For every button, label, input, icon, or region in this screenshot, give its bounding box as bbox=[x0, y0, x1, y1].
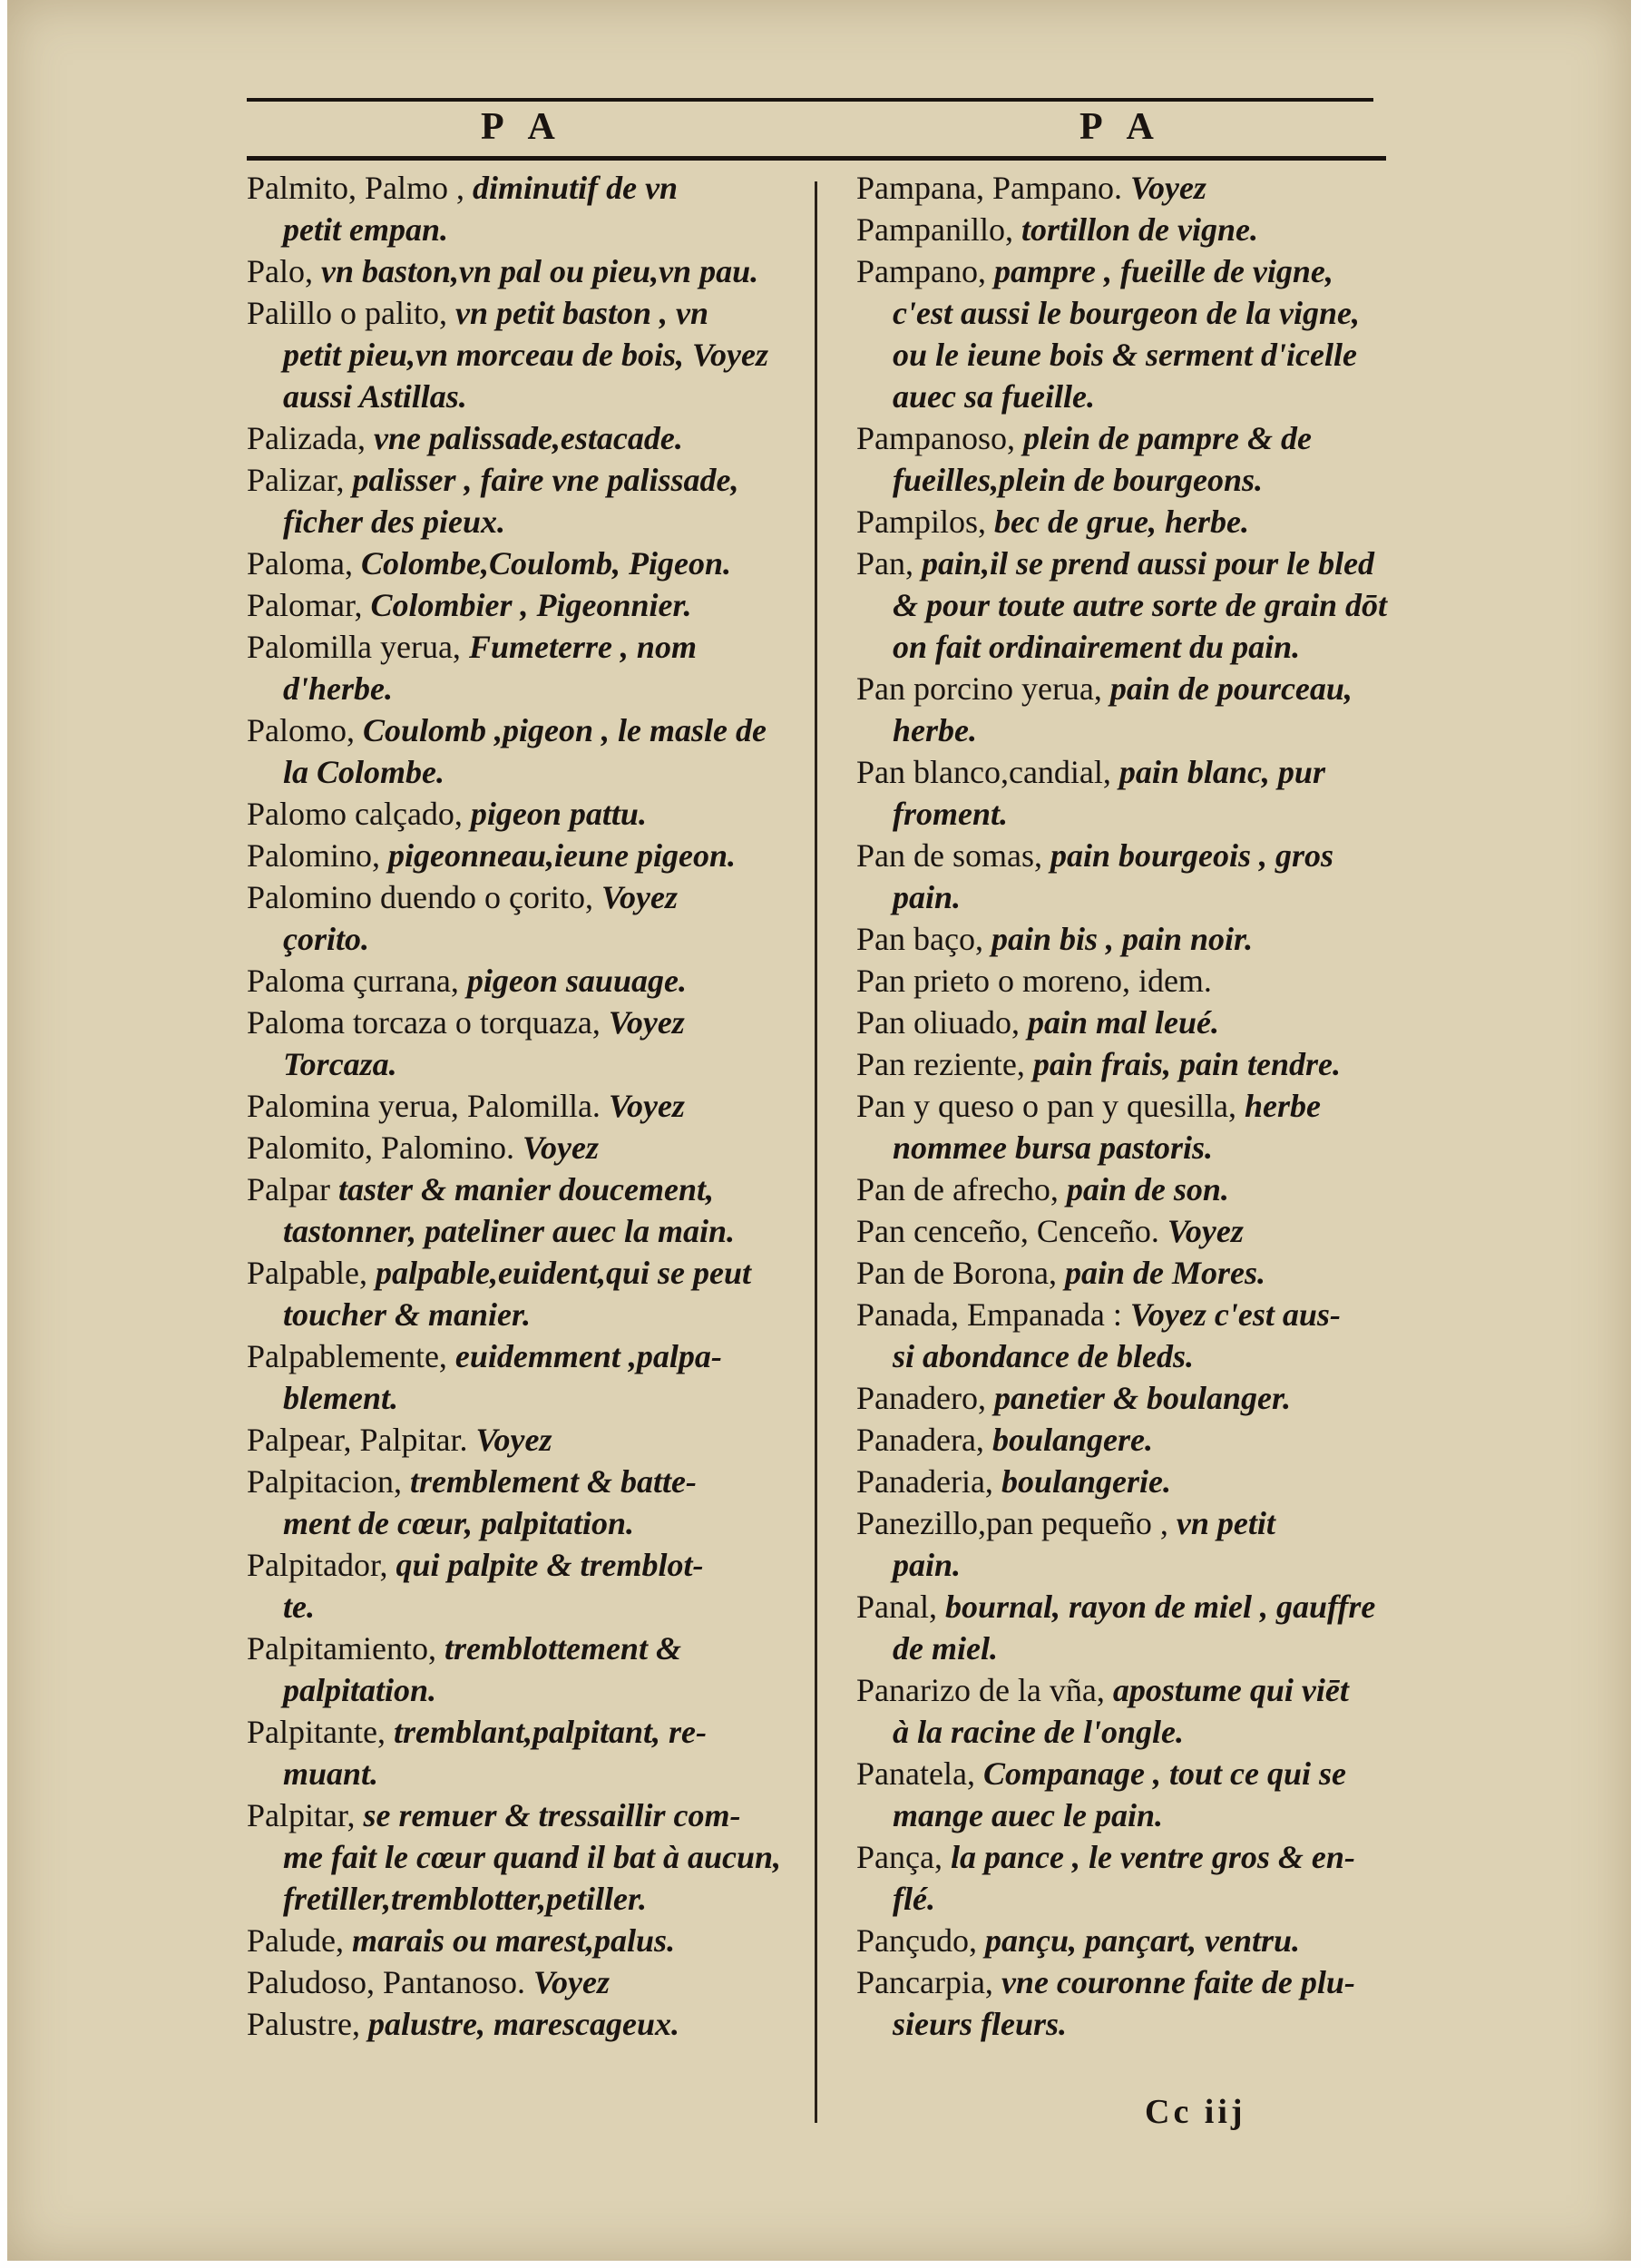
entry-definition: pançu, pançart, ventru. bbox=[976, 1922, 1301, 1959]
entry-headword: Palillo o palito, bbox=[247, 295, 447, 331]
entry-headword: Palmito, bbox=[247, 170, 357, 206]
entry-headword: Paloma çurrana, bbox=[247, 963, 459, 999]
entry-headword: Pan prieto o moreno, idem. bbox=[856, 963, 1212, 999]
dictionary-entry bbox=[856, 1920, 1392, 1961]
entry-headword: Pampanoso, bbox=[856, 420, 1015, 456]
entry-definition: palustre, marescageux. bbox=[359, 2006, 679, 2042]
running-head-left: P A bbox=[481, 106, 564, 148]
entry-definition: pain mal leué. bbox=[1019, 1004, 1219, 1041]
dictionary-entry bbox=[856, 918, 1392, 960]
entry-headword: Palizar, bbox=[247, 462, 345, 498]
entry-continuation: petit pieu,vn morceau de bois, Voyez aussi Astillas. bbox=[283, 337, 768, 415]
entry-definition: la pance , le ventre gros & en- bbox=[942, 1839, 1355, 1875]
dictionary-entry bbox=[856, 1168, 1392, 1210]
entry-text: Palomino. bbox=[373, 1129, 515, 1166]
entry-continuation: de miel. bbox=[893, 1630, 998, 1667]
entry-headword: Palomilla yerua, bbox=[247, 629, 461, 665]
dictionary-entry bbox=[856, 1294, 1392, 1377]
entry-continuation: çorito. bbox=[283, 921, 369, 957]
dictionary-entry bbox=[856, 1085, 1392, 1168]
entry-headword: Pançudo, bbox=[856, 1922, 977, 1959]
entry-headword: Pampanillo, bbox=[856, 211, 1013, 248]
entry-text: Palpitar. bbox=[351, 1422, 468, 1458]
dictionary-entry bbox=[247, 793, 805, 835]
dictionary-entry bbox=[856, 501, 1392, 543]
entry-definition: Voyez bbox=[600, 1004, 685, 1041]
dictionary-entry bbox=[856, 250, 1392, 417]
entry-definition: marais ou marest,palus. bbox=[343, 1922, 676, 1959]
dictionary-entry bbox=[856, 751, 1392, 835]
dictionary-entry bbox=[247, 1544, 805, 1628]
entry-headword: Pan de somas, bbox=[856, 837, 1042, 874]
entry-definition: herbe bbox=[1236, 1088, 1321, 1124]
dictionary-entry bbox=[856, 417, 1392, 501]
entry-definition: vn petit baston , vn bbox=[447, 295, 709, 331]
entry-continuation: fueilles,plein de bourgeons. bbox=[893, 462, 1264, 498]
entry-continuation: pain. bbox=[893, 1547, 962, 1583]
header-rule-bottom bbox=[247, 156, 1386, 161]
entry-continuation: toucher & manier. bbox=[283, 1296, 532, 1333]
entry-definition: Voyez bbox=[1158, 1213, 1244, 1249]
dictionary-entry bbox=[856, 1669, 1392, 1753]
entry-continuation: blement. bbox=[283, 1380, 398, 1416]
entry-text: Pantanoso. bbox=[375, 1964, 526, 2000]
entry-headword: Palpable, bbox=[247, 1255, 367, 1291]
entry-continuation: froment. bbox=[893, 796, 1009, 832]
entry-text: pan pequeño , bbox=[985, 1505, 1168, 1541]
entry-headword: Palomino, bbox=[247, 837, 381, 874]
entry-headword: Panada, bbox=[856, 1296, 959, 1333]
dictionary-entry bbox=[247, 709, 805, 793]
dictionary-entry bbox=[247, 250, 805, 292]
entry-text: Palomilla. bbox=[458, 1088, 601, 1124]
dictionary-entry bbox=[247, 1961, 805, 2003]
entry-definition: vn baston,vn pal ou pieu,vn pau. bbox=[313, 253, 759, 289]
entry-definition: panetier & boulanger. bbox=[985, 1380, 1291, 1416]
entry-continuation: muant. bbox=[283, 1755, 379, 1792]
entry-headword: Pan reziente, bbox=[856, 1046, 1025, 1082]
dictionary-entry bbox=[247, 1002, 805, 1085]
entry-continuation: ficher des pieux. bbox=[283, 503, 505, 540]
entry-definition: diminutif de bbox=[464, 170, 638, 206]
entry-definition: vn bbox=[637, 170, 679, 206]
entry-headword: Pan baço, bbox=[856, 921, 983, 957]
dictionary-entry bbox=[247, 1127, 805, 1168]
entry-headword: Pan de Borona, bbox=[856, 1255, 1057, 1291]
dictionary-entry bbox=[247, 459, 805, 543]
entry-headword: Pan blanco,candial, bbox=[856, 754, 1111, 790]
entry-definition: pain de Mores. bbox=[1056, 1255, 1265, 1291]
entry-definition: Coulomb ,pigeon , le masle de bbox=[355, 712, 767, 748]
dictionary-entry bbox=[247, 1085, 805, 1127]
entry-definition: Fumeterre , nom bbox=[460, 629, 697, 665]
entry-headword: Pança, bbox=[856, 1839, 943, 1875]
entry-continuation: Torcaza. bbox=[283, 1046, 397, 1082]
entry-definition: c'est aus- bbox=[1206, 1296, 1341, 1333]
entry-definition: plein de pampre & de bbox=[1015, 420, 1312, 456]
entry-headword: Pampano, bbox=[856, 253, 986, 289]
entry-definition: pain bis , pain noir. bbox=[982, 921, 1254, 957]
entry-headword: Palude, bbox=[247, 1922, 344, 1959]
entry-headword: Pampilos, bbox=[856, 503, 987, 540]
entry-continuation: sieurs fleurs. bbox=[893, 2006, 1068, 2042]
dictionary-entry bbox=[856, 1961, 1392, 2045]
entry-continuation: nommee bursa pastoris. bbox=[893, 1129, 1214, 1166]
entry-headword: Palpear, bbox=[247, 1422, 352, 1458]
entry-headword: Pan porcino yerua, bbox=[856, 670, 1102, 707]
entry-headword: Palomito, bbox=[247, 1129, 374, 1166]
entry-headword: Pancarpia, bbox=[856, 1964, 993, 2000]
entry-headword: Panatela, bbox=[856, 1755, 975, 1792]
entry-definition: Voyez bbox=[1121, 170, 1206, 206]
entry-definition: pampre , fueille de vigne, bbox=[985, 253, 1333, 289]
entry-text: Empanada : bbox=[958, 1296, 1122, 1333]
dictionary-entry bbox=[856, 960, 1392, 1002]
entry-definition: euidemment ,palpa- bbox=[446, 1338, 722, 1374]
entry-definition: tremblement & batte- bbox=[401, 1463, 697, 1500]
entry-headword: Palustre, bbox=[247, 2006, 360, 2042]
entry-definition: tremblottement & bbox=[435, 1630, 681, 1667]
entry-definition: palisser , faire vne palissade, bbox=[344, 462, 739, 498]
entry-continuation: tastonner, pateliner auec la main. bbox=[283, 1213, 736, 1249]
dictionary-entry bbox=[856, 1586, 1392, 1669]
entry-definition: se remuer & tressaillir com- bbox=[355, 1797, 741, 1833]
entry-continuation: & pour toute autre sorte de grain dōt on fait ordinairement du pain. bbox=[893, 587, 1388, 665]
entry-headword: Paloma torcaza o torquaza, bbox=[247, 1004, 601, 1041]
entry-continuation: ment de cœur, palpitation. bbox=[283, 1505, 635, 1541]
dictionary-entry bbox=[247, 2003, 805, 2045]
dictionary-entry bbox=[856, 1252, 1392, 1294]
dictionary-entry bbox=[247, 417, 805, 459]
running-head-right: P A bbox=[1079, 106, 1163, 148]
entry-headword: Palpitador, bbox=[247, 1547, 388, 1583]
dictionary-entry bbox=[856, 1002, 1392, 1043]
entry-headword: Pan, bbox=[856, 545, 913, 582]
entry-definition: Voyez bbox=[1121, 1296, 1206, 1333]
entry-definition: qui palpite & tremblot- bbox=[387, 1547, 704, 1583]
dictionary-entry bbox=[247, 584, 805, 626]
entry-definition: boulangerie. bbox=[992, 1463, 1171, 1500]
right-column bbox=[856, 167, 1392, 2045]
entry-definition: tremblant,palpitant, re- bbox=[385, 1714, 707, 1750]
entry-definition: Voyez bbox=[600, 1088, 685, 1124]
entry-continuation: te. bbox=[283, 1589, 315, 1625]
entry-continuation: me fait le cœur quand il bat à aucun, fretiller,tremblotter,petiller. bbox=[283, 1839, 782, 1917]
dictionary-entry bbox=[856, 1210, 1392, 1252]
entry-headword: Palomo calçado, bbox=[247, 796, 463, 832]
catchword: Cc iij bbox=[1145, 2093, 1246, 2131]
entry-headword: Pan cenceño, bbox=[856, 1213, 1029, 1249]
entry-headword: Palpitar, bbox=[247, 1797, 356, 1833]
entry-text: Pampano. bbox=[983, 170, 1122, 206]
entry-headword: Panezillo, bbox=[856, 1505, 986, 1541]
entry-definition: pain de pourceau, bbox=[1101, 670, 1353, 707]
entry-headword: Palomina yerua, bbox=[247, 1088, 459, 1124]
entry-definition: bec de grue, herbe. bbox=[986, 503, 1249, 540]
entry-definition: pain bourgeois , gros bbox=[1041, 837, 1334, 874]
entry-continuation: flé. bbox=[893, 1881, 935, 1917]
entry-continuation: herbe. bbox=[893, 712, 977, 748]
entry-definition: pigeonneau,ieune pigeon. bbox=[380, 837, 737, 874]
entry-continuation: palpitation. bbox=[283, 1672, 437, 1708]
entry-headword: Paludoso, bbox=[247, 1964, 376, 2000]
dictionary-entry bbox=[247, 1461, 805, 1544]
dictionary-entry bbox=[247, 1628, 805, 1711]
dictionary-entry bbox=[856, 167, 1392, 209]
dictionary-entry bbox=[856, 668, 1392, 751]
entry-definition: taster & manier doucement, bbox=[329, 1171, 714, 1207]
dictionary-entry bbox=[247, 292, 805, 417]
entry-headword: Pan de afrecho, bbox=[856, 1171, 1059, 1207]
entry-definition: apostume qui viēt bbox=[1104, 1672, 1349, 1708]
entry-headword: Palomino duendo o çorito, bbox=[247, 879, 593, 915]
entry-headword: Panal, bbox=[856, 1589, 937, 1625]
entry-headword: Palizada, bbox=[247, 420, 366, 456]
dictionary-entry bbox=[856, 1502, 1392, 1586]
entry-continuation: si abondance de bleds. bbox=[893, 1338, 1194, 1374]
entry-headword: Palpablemente, bbox=[247, 1338, 447, 1374]
entry-headword: Palpitante, bbox=[247, 1714, 386, 1750]
entry-headword: Pampana, bbox=[856, 170, 984, 206]
entry-definition: pigeon sauuage. bbox=[458, 963, 687, 999]
entry-definition: palpable,euident,qui se peut bbox=[366, 1255, 751, 1291]
entry-continuation: à la racine de l'ongle. bbox=[893, 1714, 1184, 1750]
entry-headword: Palpitamiento, bbox=[247, 1630, 436, 1667]
entry-continuation: c'est aussi le bourgeon de la vigne, ou le ieune bois & serment d'icelle auec sa fueille. bbox=[893, 295, 1360, 415]
dictionary-entry bbox=[247, 1711, 805, 1794]
dictionary-entry bbox=[247, 167, 805, 250]
entry-headword: Palomar, bbox=[247, 587, 363, 623]
entry-definition: Voyez bbox=[467, 1422, 552, 1458]
dictionary-entry bbox=[247, 1419, 805, 1461]
column-divider bbox=[815, 181, 817, 2123]
left-column bbox=[247, 167, 805, 2045]
entry-definition: Voyez bbox=[514, 1129, 600, 1166]
entry-definition: pain de son. bbox=[1058, 1171, 1229, 1207]
entry-continuation: petit empan. bbox=[283, 211, 448, 248]
dictionary-entry bbox=[856, 1753, 1392, 1836]
dictionary-entry bbox=[856, 209, 1392, 250]
entry-definition: pain frais, pain tendre. bbox=[1024, 1046, 1341, 1082]
entry-headword: Panarizo de la vña, bbox=[856, 1672, 1105, 1708]
entry-text: Palmo , bbox=[357, 170, 465, 206]
entry-definition: pain blanc, pur bbox=[1110, 754, 1325, 790]
entry-definition: Voyez bbox=[525, 1964, 610, 2000]
entry-definition: Companage , tout ce qui se bbox=[974, 1755, 1346, 1792]
entry-definition: tortillon de vigne. bbox=[1013, 211, 1258, 248]
dictionary-entry bbox=[856, 1419, 1392, 1461]
entry-headword: Pan y queso o pan y quesilla, bbox=[856, 1088, 1236, 1124]
entry-text: Cenceño. bbox=[1028, 1213, 1159, 1249]
header-rule-top bbox=[247, 98, 1373, 102]
dictionary-entry bbox=[856, 1461, 1392, 1502]
entry-definition: boulangere. bbox=[983, 1422, 1153, 1458]
entry-headword: Panadero, bbox=[856, 1380, 986, 1416]
dictionary-entry bbox=[856, 1043, 1392, 1085]
dictionary-entry bbox=[856, 1836, 1392, 1920]
entry-definition: vn petit bbox=[1167, 1505, 1275, 1541]
dictionary-entry bbox=[247, 1335, 805, 1419]
entry-headword: Panaderia, bbox=[856, 1463, 993, 1500]
entry-definition: vne palissade,estacade. bbox=[365, 420, 683, 456]
entry-headword: Palpitacion, bbox=[247, 1463, 402, 1500]
dictionary-entry bbox=[247, 1920, 805, 1961]
entry-headword: Paloma, bbox=[247, 545, 353, 582]
dictionary-entry bbox=[247, 835, 805, 876]
entry-definition: Voyez bbox=[592, 879, 678, 915]
entry-definition: pigeon pattu. bbox=[462, 796, 647, 832]
entry-continuation: mange auec le pain. bbox=[893, 1797, 1163, 1833]
dictionary-entry bbox=[856, 835, 1392, 918]
entry-definition: Colombe,Coulomb, Pigeon. bbox=[352, 545, 732, 582]
dictionary-entry bbox=[247, 1168, 805, 1252]
dictionary-entry bbox=[247, 1252, 805, 1335]
entry-headword: Panadera, bbox=[856, 1422, 984, 1458]
dictionary-entry bbox=[856, 1377, 1392, 1419]
entry-headword: Palpar bbox=[247, 1171, 330, 1207]
entry-continuation: d'herbe. bbox=[283, 670, 393, 707]
dictionary-entry bbox=[247, 876, 805, 960]
entry-definition: Colombier , Pigeonnier. bbox=[362, 587, 692, 623]
entry-headword: Palomo, bbox=[247, 712, 356, 748]
entry-definition: pain,il se prend aussi pour le bled bbox=[913, 545, 1375, 582]
dictionary-entry bbox=[247, 543, 805, 584]
entry-continuation: la Colombe. bbox=[283, 754, 444, 790]
entry-definition: bournal, rayon de miel , gauffre bbox=[936, 1589, 1376, 1625]
dictionary-entry bbox=[247, 626, 805, 709]
entry-headword: Pan oliuado, bbox=[856, 1004, 1020, 1041]
dictionary-entry bbox=[247, 1794, 805, 1920]
dictionary-entry bbox=[247, 960, 805, 1002]
dictionary-entry bbox=[856, 543, 1392, 668]
entry-headword: Palo, bbox=[247, 253, 314, 289]
entry-continuation: pain. bbox=[893, 879, 962, 915]
entry-definition: vne couronne faite de plu- bbox=[992, 1964, 1355, 2000]
